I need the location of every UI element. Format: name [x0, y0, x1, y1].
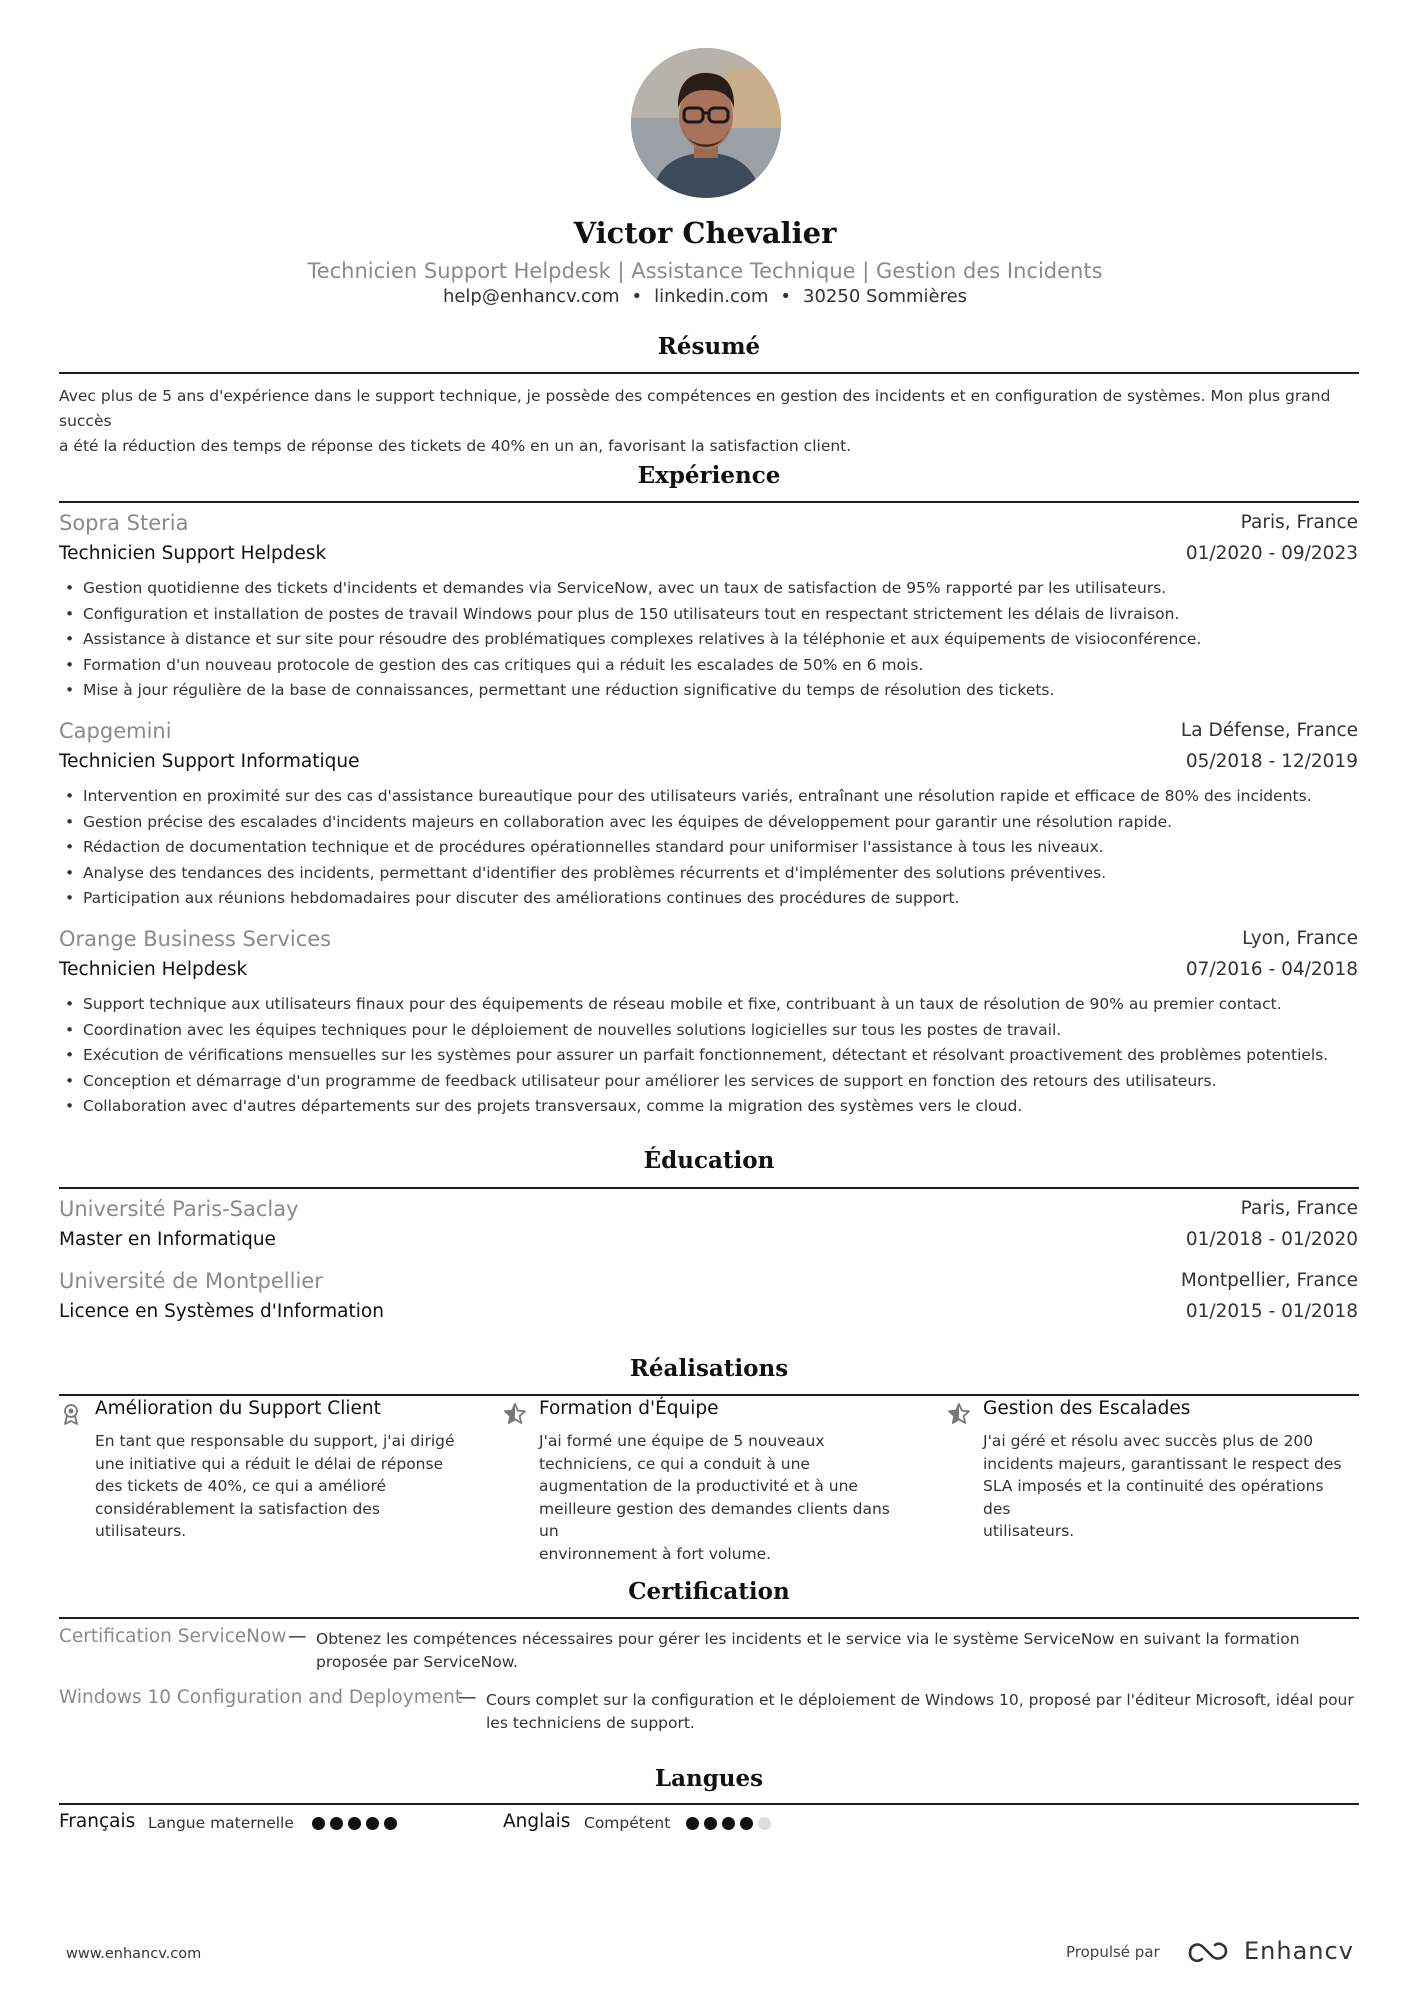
achievement-description	[539, 1430, 909, 1565]
text-line: techniciens, ce qui a conduit à une	[539, 1454, 810, 1473]
summary-line: Avec plus de 5 ans d'expérience dans le support technique, je possède des compétences en gestion des incidents et en configuration de systèmes. Mon plus grand succès	[59, 387, 1331, 430]
list-item: • Configuration et installation de postes de travail Windows pour plus de 150 utilisateurs tout en respectant strictement les délais de livraison.	[59, 602, 1359, 628]
section-title-education: Éducation	[643, 1147, 775, 1174]
job-dates: 07/2016 - 04/2018	[1185, 959, 1358, 980]
achievement-description	[95, 1430, 465, 1543]
achievement-title: Amélioration du Support Client	[95, 1398, 381, 1419]
job-title: Technicien Support Helpdesk	[59, 543, 327, 564]
section-rule	[59, 1187, 1359, 1189]
rating-dot-empty	[758, 1817, 771, 1830]
company-name: Sopra Steria	[59, 511, 189, 535]
list-item: • Rédaction de documentation technique et de procédures opérationnelles standard pour uniformiser l'assistance à tous les niveaux.	[59, 835, 1359, 861]
certification-name: Certification ServiceNow	[59, 1626, 287, 1647]
list-item: • Collaboration avec d'autres départements sur des projets transversaux, comme la migration des systèmes vers le cloud.	[59, 1094, 1359, 1120]
list-item: • Conception et démarrage d'un programme de feedback utilisateur pour améliorer les services de support en fonction des retours des utilisateurs.	[59, 1069, 1359, 1095]
profile-photo	[631, 48, 781, 198]
job-location: Lyon, France	[1242, 928, 1358, 949]
star-icon	[947, 1402, 971, 1426]
contact-linkedin[interactable]: linkedin.com	[654, 286, 769, 307]
list-item: • Coordination avec les équipes techniques pour le déploiement de nouvelles solutions logicielles sur tous les postes de travail.	[59, 1018, 1359, 1044]
star-icon	[503, 1402, 527, 1426]
text-line: En tant que responsable du support, j'ai dirigé	[95, 1432, 455, 1450]
footer-brand[interactable]: Enhancv	[1244, 1937, 1354, 1965]
separator-dot: •	[780, 286, 792, 307]
contact-line	[0, 286, 1410, 307]
rating-dot-filled	[348, 1817, 361, 1830]
list-item: • Assistance à distance et sur site pour résoudre des problématiques complexes relatives à la téléphonie et aux équipements de visioconférence.	[59, 627, 1359, 653]
rating-dot-filled	[384, 1817, 397, 1830]
language-rating	[312, 1815, 397, 1831]
achievement-description	[983, 1430, 1353, 1543]
text-line: augmentation de la productivité et à une	[539, 1477, 858, 1495]
rating-dot-filled	[704, 1817, 717, 1830]
text-line: utilisateurs.	[983, 1522, 1075, 1540]
school-location: Paris, France	[1240, 1198, 1358, 1219]
certification-name: Windows 10 Configuration and Deployment	[59, 1687, 463, 1708]
list-item: • Support technique aux utilisateurs finaux pour des équipements de réseau mobile et fixe, contribuant à un taux de résolution de 90% au premier contact.	[59, 992, 1359, 1018]
language-level: Langue maternelle	[148, 1814, 294, 1832]
list-item: • Gestion quotidienne des tickets d'incidents et demandes via ServiceNow, avec un taux de satisfaction de 95% rapporté par les utilisateurs.	[59, 576, 1359, 602]
text-line: environnement à fort volume.	[539, 1544, 772, 1563]
text-line: considérablement la satisfaction des	[95, 1499, 380, 1518]
text-line: Cours complet sur la configuration et le déploiement de Windows 10, proposé par l'éditeur Microsoft, idéal pour	[486, 1691, 1354, 1709]
school-location: Montpellier, France	[1180, 1270, 1358, 1291]
headline: Technicien Support Helpdesk | Assistance Technique | Gestion des Incidents	[307, 259, 1103, 283]
section-rule	[59, 372, 1359, 374]
text-line: J'ai géré et résolu avec succès plus de 200	[983, 1432, 1314, 1450]
language-level: Compétent	[584, 1814, 671, 1832]
candidate-name: Victor Chevalier	[573, 216, 837, 250]
award-icon	[59, 1402, 83, 1426]
company-name: Orange Business Services	[59, 927, 332, 951]
job-bullets	[59, 992, 1359, 1120]
text-line: meilleure gestion des demandes clients dans un	[539, 1499, 890, 1540]
text-line: proposée par ServiceNow.	[316, 1653, 518, 1671]
avatar-icon	[631, 48, 781, 198]
text-line: une initiative qui a réduit le délai de réponse	[95, 1454, 444, 1473]
section-title-resume: Résumé	[657, 333, 761, 360]
footer-powered-by: Propulsé par	[1066, 1943, 1160, 1961]
summary-text	[59, 384, 1359, 459]
job-location: La Défense, France	[1180, 720, 1358, 741]
list-item: • Exécution de vérifications mensuelles sur les systèmes pour assurer un parfait fonctionnement, détectant et résolvant proactivement des problèmes potentiels.	[59, 1043, 1359, 1069]
section-rule	[59, 1394, 1359, 1396]
rating-dot-filled	[312, 1817, 325, 1830]
list-item: • Analyse des tendances des incidents, permettant d'identifier des problèmes récurrents et d'implémenter des solutions préventives.	[59, 861, 1359, 887]
degree: Licence en Systèmes d'Information	[59, 1301, 384, 1322]
text-line: SLA imposés et la continuité des opérations des	[983, 1477, 1324, 1518]
job-bullets	[59, 576, 1359, 704]
section-rule	[59, 1617, 1359, 1619]
dash-separator: —	[288, 1626, 307, 1647]
language-name: Anglais	[503, 1811, 571, 1832]
achievement-title: Gestion des Escalades	[983, 1398, 1191, 1419]
list-item: • Intervention en proximité sur des cas d'assistance bureautique pour des utilisateurs variés, entraînant une résolution rapide et efficace de 80% des incidents.	[59, 784, 1359, 810]
footer-website[interactable]: www.enhancv.com	[66, 1946, 202, 1962]
list-item: • Formation d'un nouveau protocole de gestion des cas critiques qui a réduit les escalades de 50% en 6 mois.	[59, 653, 1359, 679]
language-name: Français	[59, 1811, 136, 1832]
text-line: utilisateurs.	[95, 1522, 187, 1540]
contact-email[interactable]: help@enhancv.com	[442, 286, 620, 307]
degree: Master en Informatique	[59, 1229, 276, 1250]
job-bullets	[59, 784, 1359, 912]
company-name: Capgemini	[59, 719, 172, 743]
job-dates: 05/2018 - 12/2019	[1185, 751, 1358, 772]
list-item: • Participation aux réunions hebdomadaires pour discuter des améliorations continues des procédures de support.	[59, 886, 1359, 912]
text-line: Obtenez les compétences nécessaires pour gérer les incidents et le service via le système ServiceNow en suivant la formation	[316, 1630, 1300, 1648]
text-line: incidents majeurs, garantissant le respect des	[983, 1454, 1342, 1473]
school-name: Université de Montpellier	[59, 1269, 323, 1293]
separator-dot: •	[631, 286, 643, 307]
certification-description	[486, 1689, 1356, 1735]
list-item: • Gestion précise des escalades d'incidents majeurs en collaboration avec les équipes de développement pour garantir une résolution rapide.	[59, 810, 1359, 836]
text-line: des tickets de 40%, ce qui a amélioré	[95, 1477, 387, 1495]
summary-line: a été la réduction des temps de réponse des tickets de 40% en un an, favorisant la satisfaction client.	[59, 437, 852, 455]
rating-dot-filled	[330, 1817, 343, 1830]
rating-dot-filled	[722, 1817, 735, 1830]
rating-dot-filled	[366, 1817, 379, 1830]
achievement-title: Formation d'Équipe	[539, 1398, 719, 1419]
section-title-achievements: Réalisations	[629, 1355, 789, 1382]
certification-description	[316, 1628, 1356, 1674]
job-location: Paris, France	[1240, 512, 1358, 533]
job-title: Technicien Helpdesk	[59, 959, 248, 980]
section-rule	[59, 1803, 1359, 1805]
list-item: • Mise à jour régulière de la base de connaissances, permettant une réduction significative du temps de résolution des tickets.	[59, 678, 1359, 704]
section-title-languages: Langues	[654, 1765, 764, 1792]
section-title-certification: Certification	[628, 1578, 790, 1605]
text-line: J'ai formé une équipe de 5 nouveaux	[539, 1432, 825, 1450]
job-title: Technicien Support Informatique	[59, 751, 360, 772]
rating-dot-filled	[740, 1817, 753, 1830]
text-line: les techniciens de support.	[486, 1714, 695, 1732]
education-dates: 01/2015 - 01/2018	[1185, 1301, 1358, 1322]
job-dates: 01/2020 - 09/2023	[1185, 543, 1358, 564]
section-title-experience: Expérience	[637, 462, 781, 489]
section-rule	[59, 501, 1359, 503]
rating-dot-filled	[686, 1817, 699, 1830]
education-dates: 01/2018 - 01/2020	[1185, 1229, 1358, 1250]
dash-separator: —	[458, 1687, 477, 1708]
language-rating	[686, 1815, 771, 1831]
school-name: Université Paris-Saclay	[59, 1197, 299, 1221]
contact-location: 30250 Sommières	[803, 286, 968, 307]
